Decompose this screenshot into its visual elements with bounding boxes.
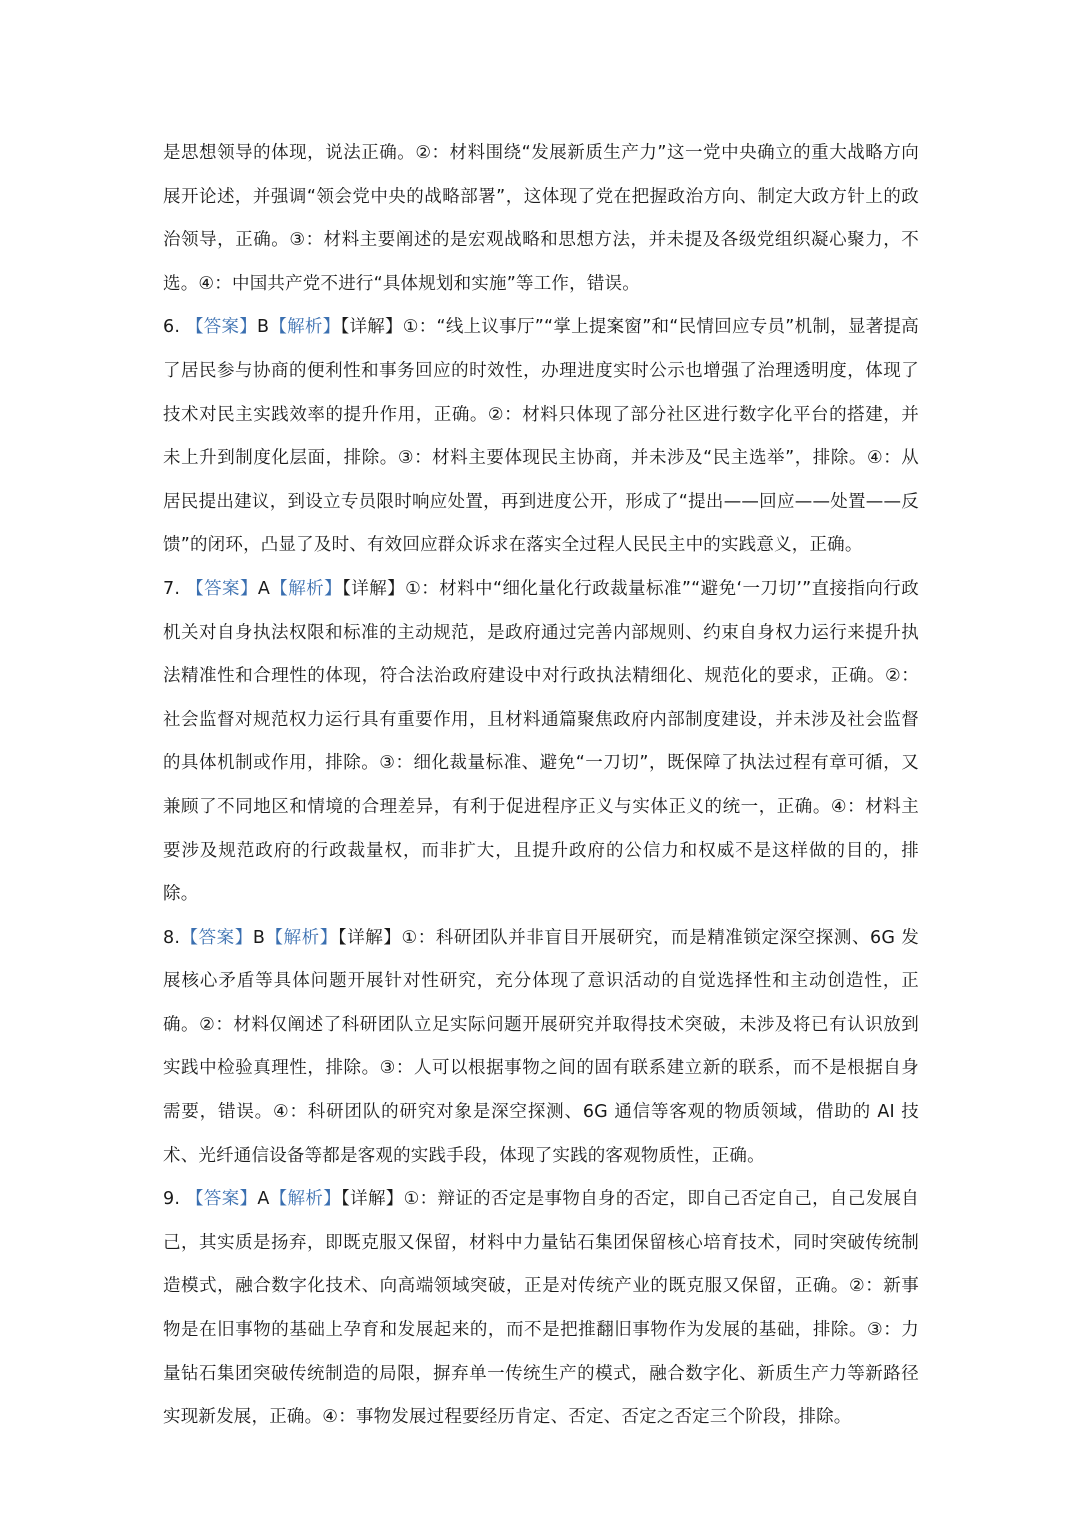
analysis-tag: 【解析】 xyxy=(269,317,341,338)
analysis-tag: 【解析】 xyxy=(269,1189,342,1210)
item-number: 7. xyxy=(163,578,181,599)
item-number: 6. xyxy=(163,317,181,338)
answer-tag: 【答案】 xyxy=(186,1189,258,1210)
continuation-text: 是思想领导的体现，说法正确。②：材料围绕“发展新质生产力”这一党中央确立的重大战略方向展开论述，并强调“领会党中央的战略部署”，这体现了党在把握政治方向、制定大政方针上的政治领导，正确。③：材料主要阐述的是宏观战略和思想方法，并未提及各级党组织凝心聚力，不选。④：中国共产党不进行“具体规划和实施”等工作，错误。 xyxy=(163,143,919,294)
answer-item-9 xyxy=(163,1178,919,1440)
analysis-tag: 【解析】 xyxy=(265,927,338,948)
item-number: 9. xyxy=(163,1189,181,1210)
answer-item-7 xyxy=(163,568,919,917)
answer-tag: 【答案】 xyxy=(185,317,258,338)
analysis-tag: 【解析】 xyxy=(270,578,343,599)
detail-text: 【详解】①：“线上议事厅”“掌上提案窗”和“民情回应专员”机制，显著提高了居民参与协商的便利性和事务回应的时效性，办理进度实时公示也增强了治理透明度，体现了技术对民主实践效率的提升作用，正确。②：材料只体现了部分社区进行数字化平台的搭建，并未上升到制度化层面，排除。③：材料主要体现民主协商，并未涉及“民主选举”，排除。④：从居民提出建议，到设立专员限时响应处置，再到进度公开，形成了“提出——回应——处置——反馈”的闭环，凸显了及时、有效回应群众诉求在落实全过程人民民主中的实践意义，正确。 xyxy=(163,317,919,556)
detail-text: 【详解】①：科研团队并非盲目开展研究，而是精准锁定深空探测、6G 发展核心矛盾等具体问题开展针对性研究，充分体现了意识活动的自觉选择性和主动创造性，正确。②：材料仅阐述了科研团队立足实际问题开展研究并取得技术突破，未涉及将已有认识放到实践中检验真理性，排除。③：人可以根据事物之间的固有联系建立新的联系，而不是根据自身需要，错误。④：科研团队的研究对象是深空探测、6G 通信等客观的物质领域，借助的 AI 技术、光纤通信设备等都是客观的实践手段，体现了实践的客观物质性，正确。 xyxy=(163,927,919,1166)
answer-item-6 xyxy=(163,306,919,568)
answer-tag: 【答案】 xyxy=(180,927,253,948)
detail-text: 【详解】①：材料中“细化量化行政裁量标准”“避免‘一刀切’”直接指向行政机关对自身执法权限和标准的主动规范，是政府通过完善内部规则、约束自身权力运行来提升执法精准性和合理性的体现，符合法治政府建设中对行政执法精细化、规范化的要求，正确。②：社会监督对规范权力运行具有重要作用，且材料通篇聚焦政府内部制度建设，并未涉及社会监督的具体机制或作用，排除。③：细化裁量标准、避免“一刀切”，既保障了执法过程有章可循，又兼顾了不同地区和情境的合理差异，有利于促进程序正义与实体正义的统一，正确。④：材料主要涉及规范政府的行政裁量权，而非扩大，且提升政府的公信力和权威不是这样做的目的，排除。 xyxy=(163,578,919,905)
item-number: 8. xyxy=(163,927,181,948)
answer-value: A xyxy=(257,578,271,599)
answer-value: A xyxy=(257,1189,270,1210)
detail-text: 【详解】①：辩证的否定是事物自身的否定，即自己否定自己，自己发展自己，其实质是扬弃，即既克服又保留，材料中力量钻石集团保留核心培育技术，同时突破传统制造模式，融合数字化技术、向高端领域突破，正是对传统产业的既克服又保留，正确。②：新事物是在旧事物的基础上孕育和发展起来的，而不是把推翻旧事物作为发展的基础，排除。③：力量钻石集团突破传统制造的局限，摒弃单一传统生产的模式，融合数字化、新质生产力等新路径实现新发展，正确。④：事物发展过程要经历肯定、否定、否定之否定三个阶段，排除。 xyxy=(163,1189,919,1428)
continuation-paragraph xyxy=(163,132,919,306)
answer-item-8 xyxy=(163,917,919,1179)
document-page xyxy=(163,132,919,1440)
answer-value: B xyxy=(252,927,266,948)
answer-tag: 【答案】 xyxy=(186,578,258,599)
answer-value: B xyxy=(257,317,270,338)
